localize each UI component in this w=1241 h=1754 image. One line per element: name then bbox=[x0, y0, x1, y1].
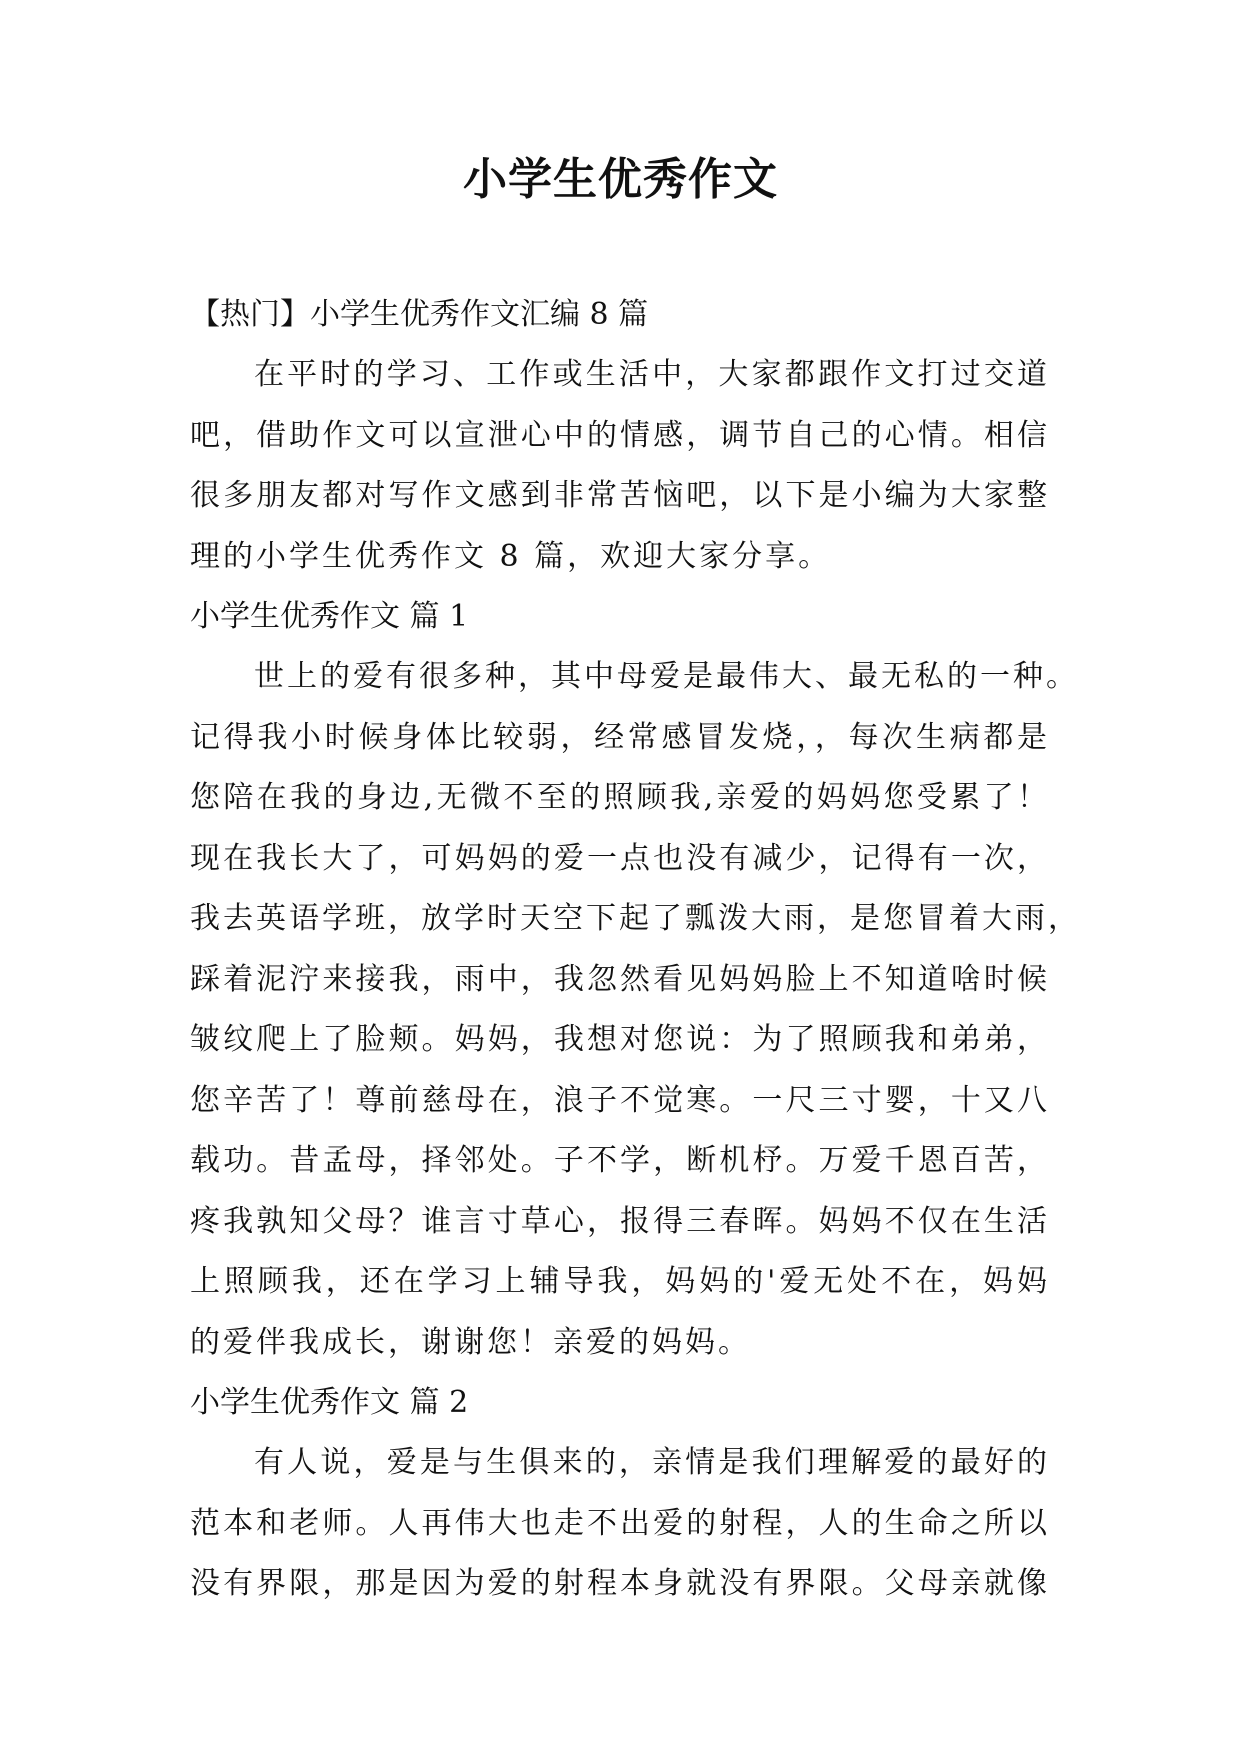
document-title: 小学生优秀作文 bbox=[463, 154, 778, 205]
paragraph-line: 有人说，爱是与生俱来的，亲情是我们理解爱的最好的 bbox=[254, 1445, 1050, 1480]
paragraph-line: 疼我孰知父母？谁言寸草心，报得三春晖。妈妈不仅在生活 bbox=[190, 1203, 1050, 1239]
paragraph-line: 世上的爱有很多种，其中母爱是最伟大、最无私的一种。 bbox=[254, 659, 1079, 694]
paragraph-line: 我去英语学班，放学时天空下起了瓢泼大雨，是您冒着大雨， bbox=[190, 901, 1081, 936]
paragraph-line: 没有界限，那是因为爱的射程本身就没有界限。父母亲就像 bbox=[190, 1566, 1050, 1601]
paragraph-line: 您辛苦了！尊前慈母在，浪子不觉寒。一尺三寸婴，十又八 bbox=[190, 1082, 1050, 1118]
paragraph-line: 现在我长大了，可妈妈的爱一点也没有减少，记得有一次， bbox=[190, 840, 1050, 876]
paragraph-line: 吧，借助作文可以宣泄心中的情感，调节自己的心情。相信 bbox=[190, 417, 1050, 453]
document-subtitle: 【热门】小学生优秀作文汇编 8 篇 bbox=[190, 297, 649, 332]
paragraph-line: 您陪在我的身边,无微不至的照顾我,亲爱的妈妈您受累了！ bbox=[190, 780, 1050, 815]
section-paragraph bbox=[190, 1433, 1050, 1615]
paragraph-line: 范本和老师。人再伟大也走不出爱的射程，人的生命之所以 bbox=[190, 1505, 1050, 1541]
paragraph-line: 上照顾我，还在学习上辅导我，妈妈的'爱无处不在，妈妈 bbox=[190, 1264, 1050, 1299]
paragraph-line: 载功。昔孟母，择邻处。子不学，断机杼。万爱千恩百苦， bbox=[190, 1143, 1050, 1178]
intro-paragraph bbox=[190, 345, 1050, 587]
paragraph-line: 踩着泥泞来接我，雨中，我忽然看见妈妈脸上不知道啥时候 bbox=[190, 961, 1050, 997]
paragraph-line: 皱纹爬上了脸颊。妈妈，我想对您说：为了照顾我和弟弟， bbox=[190, 1022, 1050, 1057]
paragraph-line: 的爱伴我成长，谢谢您！亲爱的妈妈。 bbox=[190, 1324, 751, 1360]
paragraph-line: 记得我小时候身体比较弱，经常感冒发烧，，每次生病都是 bbox=[190, 719, 1050, 755]
paragraph-line: 在平时的学习、工作或生活中，大家都跟作文打过交道 bbox=[254, 357, 1050, 392]
document-body bbox=[190, 285, 1081, 1615]
section-heading: 小学生优秀作文 篇 2 bbox=[190, 1385, 469, 1420]
paragraph-line: 很多朋友都对写作文感到非常苦恼吧，以下是小编为大家整 bbox=[190, 478, 1050, 513]
section-heading: 小学生优秀作文 篇 1 bbox=[190, 599, 469, 634]
section-paragraph bbox=[190, 647, 1081, 1373]
paragraph-line: 理的小学生优秀作文 8 篇，欢迎大家分享。 bbox=[190, 538, 832, 574]
